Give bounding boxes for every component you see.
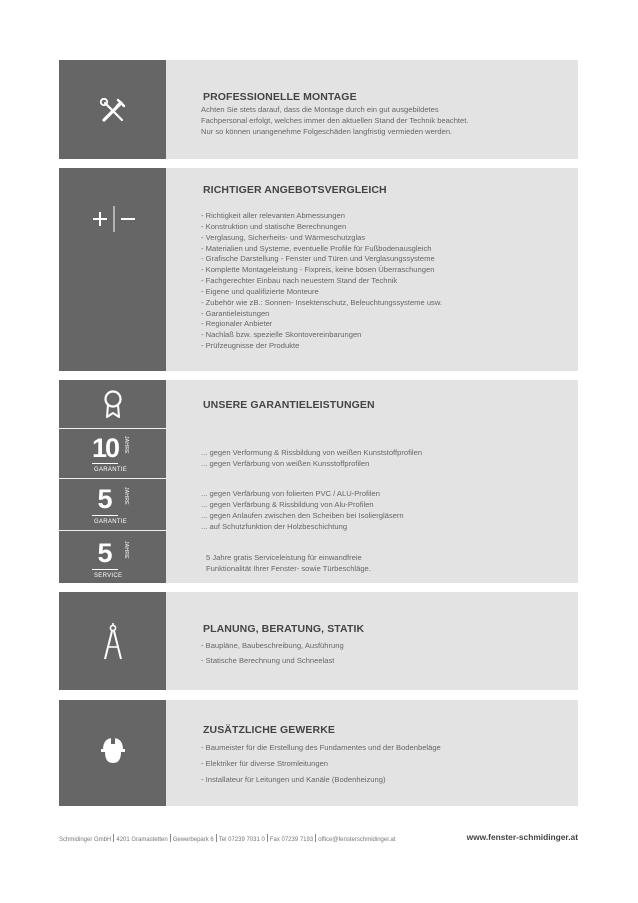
list-item: - Statische Berechnung und Schneelast — [201, 655, 335, 665]
list-item: - Grafische Darstellung - Fenster und Türen und Verglasungssysteme — [201, 254, 435, 264]
list-item: - Baupläne, Baubeschreibung, Ausführung — [201, 641, 344, 650]
award-ribbon-icon — [100, 388, 126, 420]
badge-10-jahre-garantie — [90, 433, 130, 475]
gewerke-title: ZUSÄTZLICHE GEWERKE — [203, 724, 335, 736]
website-link[interactable]: www.fenster-schmidinger.at — [466, 832, 578, 842]
tools-icon — [96, 96, 130, 126]
divider — [113, 834, 114, 842]
list-item: - Zubehör wie zB.: Sonnen- Insektenschutz, Beleuchtungssysteme usw. — [201, 297, 443, 307]
list-item: - Verglasung, Sicherheits- und Wärmeschutzglas — [201, 232, 366, 242]
badge-5-jahre-garantie — [90, 484, 130, 526]
footer-contact — [59, 834, 396, 843]
garantie-10-list — [201, 447, 422, 469]
planung-list — [201, 639, 344, 668]
list-item: - Prüfzeugnisse der Produkte — [201, 341, 300, 351]
montage-body: Achten Sie stets darauf, dass die Montage durch ein gut ausgebildetes Fachpersonal erfolgt, welches immer den aktuellen Stand der Technik beachtet. Nur so können unangenehme Folgeschäden langfristig vermieden werden. — [201, 105, 469, 136]
divider — [59, 478, 166, 479]
list-item: - Materialien und Systeme, eventuelle Profile für Fußbodenausgleich — [201, 243, 432, 253]
badge-unit: JAHRE — [123, 541, 129, 559]
divider — [170, 834, 171, 842]
compass-icon — [100, 622, 126, 664]
montage-title: PROFESSIONELLE MONTAGE — [203, 91, 357, 103]
divider — [315, 834, 316, 842]
divider — [59, 428, 166, 429]
divider — [216, 834, 217, 842]
list-item: ... gegen Anlaufen zwischen den Scheiben bei Isoliergläsern — [201, 511, 404, 520]
list-item: ... gegen Verfärbung & Rissbildung von Alu-Profilen — [201, 500, 374, 509]
badge-unit: JAHRE — [123, 436, 129, 454]
list-item: - Richtigkeit aller relevanten Abmessungen — [201, 211, 345, 220]
badge-5-jahre-service — [90, 538, 130, 580]
list-item: ... auf Schutzfunktion der Holzbeschichtung — [201, 522, 348, 531]
plus-minus-icon — [89, 204, 139, 234]
list-item: - Elektriker für diverse Stromleitungen — [201, 759, 329, 768]
badge-label: GARANTIE — [94, 519, 128, 525]
list-item: - Baumeister für die Erstellung des Fundamentes und der Bodenbeläge — [201, 743, 441, 752]
vergleich-sidebar — [59, 168, 166, 371]
list-item: - Installateur für Leitungen und Kanäle (Bodenheizung) — [201, 775, 386, 784]
list-item: ... gegen Verformung & Rissbildung von weißen Kunststoffprofilen — [201, 448, 423, 457]
list-item: - Regionaler Anbieter — [201, 319, 273, 329]
garantie-5-list — [201, 488, 404, 532]
badge-underline — [92, 463, 118, 464]
street-address: Gewerbepark 6 — [172, 837, 214, 843]
badge-number: 5 — [97, 538, 113, 568]
email-link[interactable]: office@fensterschmidinger.at — [318, 837, 396, 843]
divider — [267, 834, 268, 842]
list-item: - Komplette Montageleistung - Fixpreis, keine bösen Überraschungen — [201, 265, 435, 275]
planung-title: PLANUNG, BERATUNG, STATIK — [203, 623, 365, 635]
list-item: - Fachgerechter Einbau nach neuestem Stand der Technik — [201, 276, 398, 286]
list-item: - Nachlaß bzw. spezielle Skontovereinbarungen — [201, 330, 362, 340]
service-list — [206, 552, 371, 574]
badge-number: 5 — [97, 484, 113, 514]
badge-number: 10 — [91, 433, 119, 463]
list-item: - Konstruktion und statische Berechnungen — [201, 221, 347, 231]
list-item: 5 Jahre gratis Serviceleistung für einwandfreie — [206, 553, 362, 562]
postal-address: 4201 Gramastetten — [116, 837, 168, 843]
list-item: - Eigene und qualifizierte Monteure — [201, 286, 319, 296]
list-item: ... gegen Verfärbung von weißen Kunsstoffprofilen — [201, 459, 370, 468]
list-item: Funktionalität Ihrer Fenster- sowie Türbeschläge. — [206, 564, 371, 573]
fax: Fax 07239 7193 — [269, 837, 314, 843]
phone: Tel 07239 7031 0 — [218, 837, 265, 843]
badge-label: SERVICE — [94, 573, 123, 579]
garantie-title: UNSERE GARANTIELEISTUNGEN — [203, 399, 375, 411]
hard-hat-icon — [98, 734, 128, 766]
gewerke-list — [201, 740, 441, 788]
divider — [59, 530, 166, 531]
list-item: - Garantieleistungen — [201, 308, 270, 318]
badge-underline — [92, 515, 118, 516]
vergleich-title: RICHTIGER ANGEBOTSVERGLEICH — [203, 184, 387, 196]
vergleich-list — [201, 211, 442, 352]
badge-label: GARANTIE — [94, 467, 128, 473]
list-item: ... gegen Verfärbung von folierten PVC / ALU-Profilen — [201, 489, 380, 498]
badge-unit: JAHRE — [123, 487, 129, 505]
company-name: Schmidinger GmbH — [59, 837, 112, 843]
badge-underline — [92, 569, 118, 570]
